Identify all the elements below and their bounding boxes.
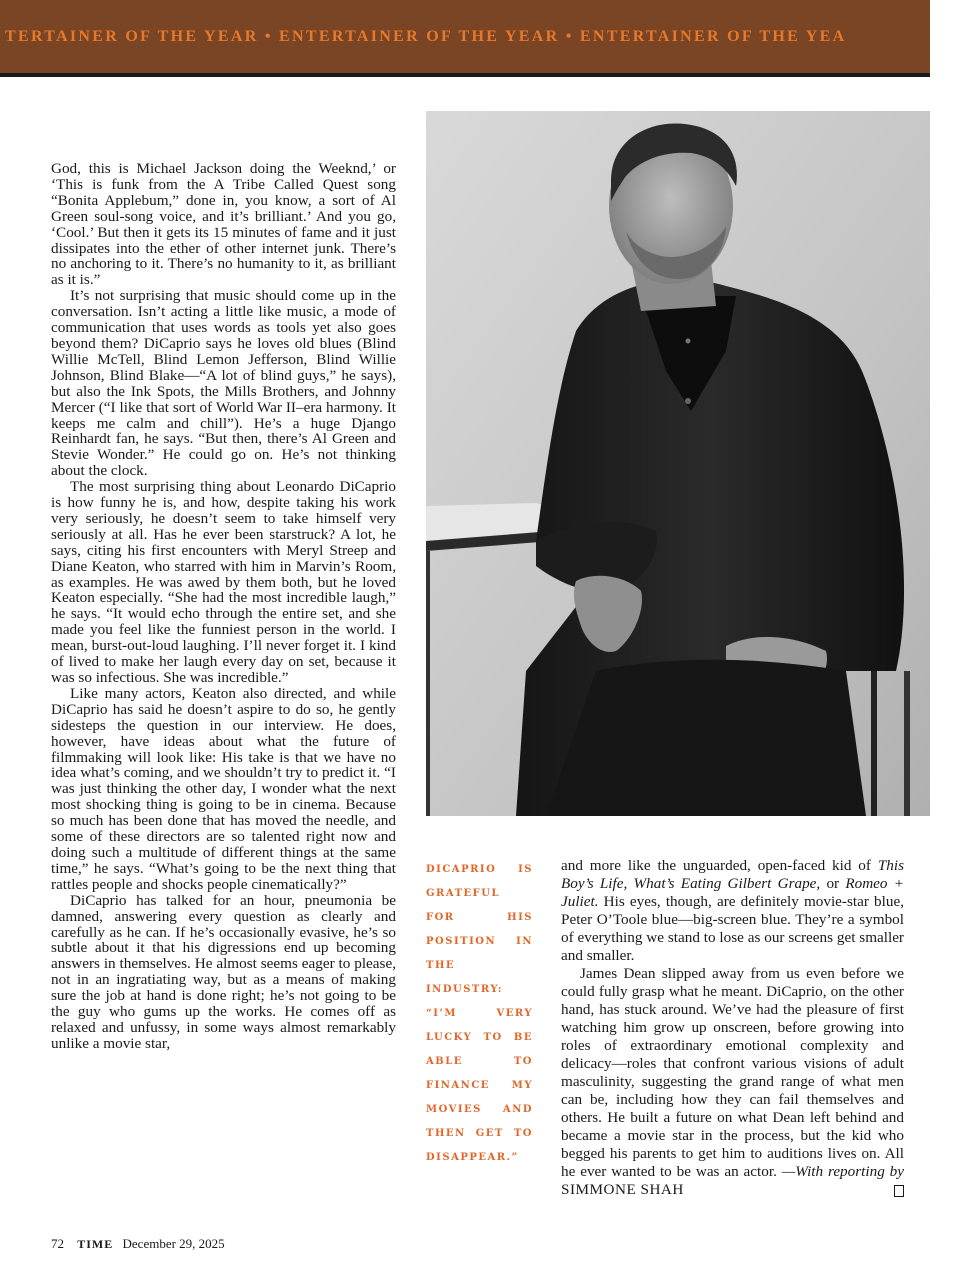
- magazine-name: TIME: [77, 1237, 114, 1251]
- article-column-right: [561, 857, 904, 1199]
- film-title: Romeo + Juliet.: [561, 875, 904, 910]
- pull-quote: DICAPRIO IS GRATEFUL FOR HIS POSITION IN THE INDUSTRY: “I’M VERY LUCKY TO BE ABLE TO FINANCE MY MOVIES AND THEN GET TO DISAPPEAR.”: [426, 864, 533, 1163]
- reporting-credit: —With reporting by: [781, 1163, 904, 1180]
- text-run: or: [820, 875, 846, 892]
- paragraph: Like many actors, Keaton also directed, and while DiCaprio has said he doesn’t aspire to do so, he gently sidesteps the question in our interview. He does, however, have ideas about what the future of filmmaking will look like: His take is that we have no idea what’s coming, and we shouldn’t try to predict it. “I was just thinking the other day, I wonder what the next most shocking thing is going to be in cinema. Because so much has been done that has moved the needle, and some of these directors are so talented right now and doing such a multitude of different things at the same time,” he says. “What’s going to be the next thing that rattles people and shocks people cinematically?”: [51, 684, 396, 893]
- issue-date: December 29, 2025: [122, 1236, 225, 1251]
- section-banner: [0, 0, 930, 77]
- paragraph: [561, 857, 904, 965]
- text-run: and more like the unguarded, open-faced kid of: [561, 857, 878, 874]
- paragraph: It’s not surprising that music should come up in the conversation. Isn’t acting a little like music, a mode of communication that uses words as tools yet also goes beyond them? DiCaprio says he loves old blues (Blind Willie McTell, Blind Lemon Jefferson, Blind Willie Johnson, Blind Blake—“A lot of blind guys,” he says), but also the Ink Spots, the Mills Brothers, and Johnny Mercer (“I like that sort of World War II–era harmony. It keeps me calm and chill”). He’s a huge Django Reinhardt fan, he says. “But then, there’s Al Green and Stevie Wonder.” He could go on. He’s not thinking about the clock.: [51, 287, 396, 480]
- page-footer: [51, 1236, 225, 1252]
- paragraph: DiCaprio has talked for an hour, pneumonia be damned, answering every question as clearly and carefully as he can. If he’s occasionally evasive, he’s so subtle about it that his digressions end up becoming answers in themselves. He almost seems eager to please, not in an ingratiating way, but as a means of making sure the job at hand is done right; he’s not going to be the guy who gums up the works. He comes off as relaxed and unfussy, in some ways almost remarkably unlike a movie star,: [51, 891, 396, 1052]
- page-number: 72: [51, 1236, 64, 1251]
- reporter-name: SIMMONE SHAH: [561, 1181, 684, 1198]
- banner-text: TERTAINER OF THE YEAR • ENTERTAINER OF THE YEAR • ENTERTAINER OF THE YEA: [5, 28, 847, 45]
- film-titles: This Boy’s Life, What’s Eating Gilbert Grape,: [561, 857, 904, 892]
- article-column-left: [51, 161, 396, 1052]
- text-run: His eyes, though, are definitely movie-star blue, Peter O’Toole blue—big-screen blue. They’re a symbol of everything we stand to lose as our screens get smaller and smaller.: [561, 893, 904, 964]
- paragraph: The most surprising thing about Leonardo DiCaprio is how funny he is, and how, despite taking his work very seriously, he doesn’t seem to take himself very seriously at all. Has he ever been starstruck? A lot, he says, citing his first encounters with Meryl Streep and Diane Keaton, who starred with him in Marvin’s Room, as examples. He was awed by them both, but he loved Keaton especially. “She had the most incredible laugh,” he says. “It would echo through the entire set, and she made you feel like the funniest person in the world. I mean, burst-out-loud laughing. I’ll never forget it. I kind of lived to make her laugh every day on set, because it was so infectious. She was incredible.”: [51, 478, 396, 686]
- paragraph: God, this is Michael Jackson doing the Weeknd,’ or ‘This is funk from the A Tribe Called Quest song “Bonita Applebum,” done in, you know, a sort of Al Green soul-song voice, and it’s brilliant.’ And you go, ‘Cool.’ But then it gets its 15 minutes of fame and it just dissipates into the ether of other internet junk. There’s no anchoring to it. There’s no humanity to it, as brilliant as it is.”: [51, 160, 396, 289]
- portrait-photo: [426, 111, 930, 816]
- paragraph: [561, 965, 904, 1199]
- end-mark-icon: [894, 1185, 904, 1197]
- text-run: James Dean slipped away from us even before we could fully grasp what he meant. DiCaprio, on the other hand, has stuck around. We’ve had the pleasure of first watching him grow up onscreen, before growing into roles of extraordinary emotional complexity and delicacy—roles that confront various visions of adult masculinity, suggesting the grand range of what men can be, including how they can fail themselves and others. He built a future on what Dean left behind and became a movie star in the process, but the kid who begged his parents to get him to auditions lives on. All he ever wanted to be was an actor.: [561, 965, 904, 1180]
